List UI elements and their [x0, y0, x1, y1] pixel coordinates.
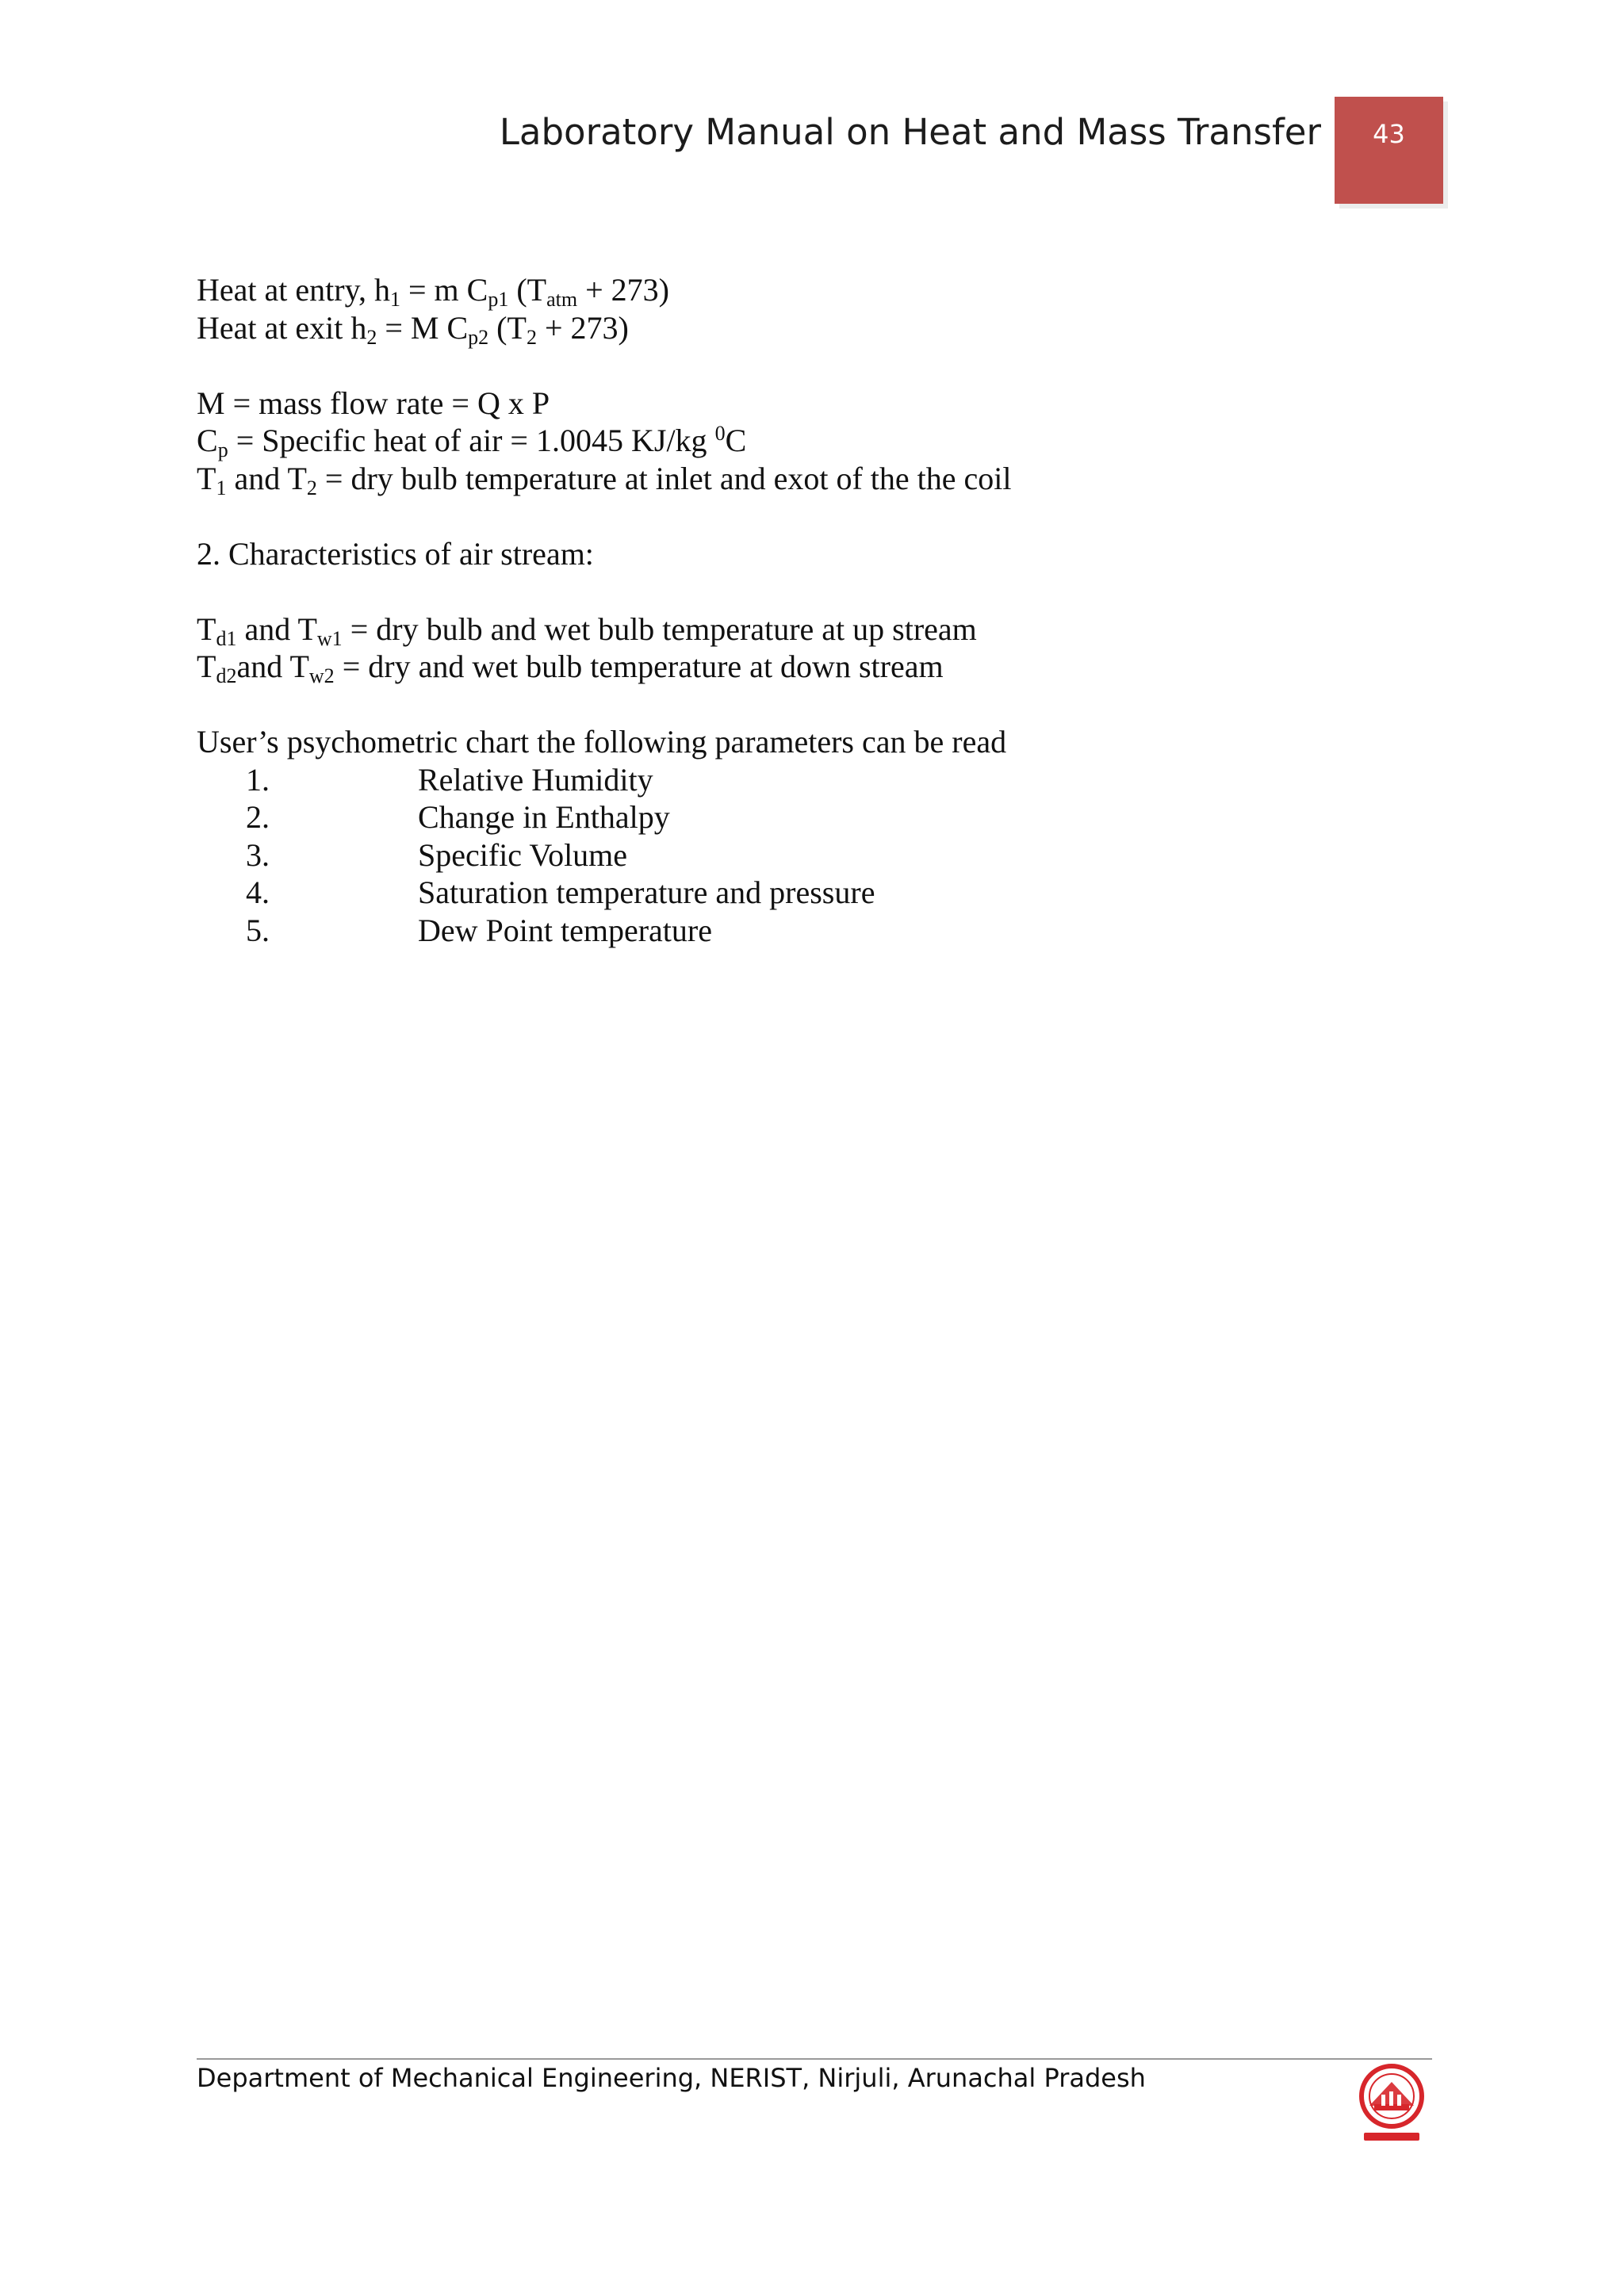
list-item — [197, 912, 1012, 950]
subscript: atm — [546, 288, 578, 311]
text: Heat at entry, h — [197, 272, 390, 308]
list-text: Specific Volume — [418, 836, 628, 873]
subscript: p — [217, 438, 228, 461]
definition-specific-heat — [197, 422, 1012, 460]
page-header-title: Laboratory Manual on Heat and Mass Transfer — [499, 111, 1321, 153]
definition-temperatures — [197, 460, 1012, 498]
list-item — [197, 874, 1012, 912]
subscript: 1 — [216, 476, 227, 499]
text: and T — [226, 460, 307, 496]
list-text: Relative Humidity — [418, 761, 653, 798]
spacer — [197, 497, 1012, 535]
institute-logo-icon — [1348, 2058, 1435, 2145]
chart-intro: User’s psychometric chart the following parameters can be read — [197, 724, 1007, 760]
subscript: 2 — [366, 325, 377, 349]
text: and T — [236, 649, 309, 684]
text: (T — [488, 309, 527, 346]
page-number-box — [1335, 97, 1443, 204]
list-number: 2. — [246, 799, 270, 835]
list-item — [197, 761, 1012, 799]
text: (T — [508, 272, 547, 308]
subscript: d1 — [216, 626, 237, 650]
list-number: 5. — [246, 912, 270, 948]
definition-downstream — [197, 648, 1012, 686]
text: C — [197, 423, 218, 458]
page-number: 43 — [1373, 119, 1405, 149]
definition-upstream — [197, 610, 1012, 649]
text: = dry bulb temperature at inlet and exot of the the coil — [316, 460, 1012, 496]
text: T — [197, 649, 216, 684]
text: = M C — [377, 309, 469, 346]
list-item — [197, 836, 1012, 874]
subscript: p1 — [488, 288, 509, 311]
text: = m C — [400, 272, 488, 308]
text: C — [725, 423, 747, 458]
superscript: 0 — [714, 422, 726, 445]
list-item — [197, 798, 1012, 836]
text: T — [197, 460, 216, 496]
list-text: Dew Point temperature — [418, 912, 712, 948]
section-heading: 2. Characteristics of air stream: — [197, 535, 594, 572]
text: T — [197, 610, 216, 647]
spacer — [197, 572, 1012, 610]
subscript: d2 — [216, 664, 237, 687]
list-number: 3. — [246, 836, 270, 873]
footer-divider — [197, 2058, 1432, 2060]
equation-heat-entry — [197, 271, 1012, 309]
definition-mass-flow: M = mass flow rate = Q x P — [197, 385, 550, 421]
subscript: 1 — [389, 288, 400, 311]
subscript: p2 — [468, 325, 489, 349]
text: = dry bulb and wet bulb temperature at up stream — [342, 610, 977, 647]
subscript: 2 — [526, 325, 537, 349]
text: Heat at exit h — [197, 309, 367, 346]
list-text: Saturation temperature and pressure — [418, 874, 875, 910]
subscript: w2 — [308, 664, 335, 687]
text: + 273) — [577, 272, 669, 308]
spacer — [197, 686, 1012, 724]
text: and T — [236, 610, 317, 647]
text: = Specific heat of air = 1.0045 KJ/kg — [228, 423, 715, 458]
subscript: 2 — [306, 476, 317, 499]
text: + 273) — [536, 309, 629, 346]
spacer — [197, 346, 1012, 385]
list-number: 4. — [246, 874, 270, 910]
list-number: 1. — [246, 761, 270, 798]
list-text: Change in Enthalpy — [418, 799, 670, 835]
text: = dry and wet bulb temperature at down stream — [334, 649, 944, 684]
subscript: w1 — [316, 626, 343, 650]
footer-department: Department of Mechanical Engineering, NERIST, Nirjuli, Arunachal Pradesh — [197, 2063, 1146, 2093]
equation-heat-exit — [197, 309, 1012, 347]
document-body — [197, 271, 1012, 949]
